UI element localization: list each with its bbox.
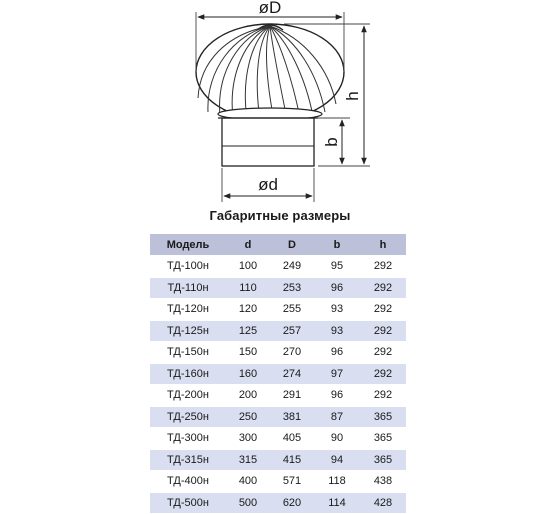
cell-model: ТД-250н (150, 406, 226, 428)
table-row (150, 342, 406, 364)
table-row (150, 277, 406, 299)
cell-d: 400 (226, 471, 270, 493)
table-row (150, 471, 406, 493)
table-row (150, 406, 406, 428)
cell-D: 620 (270, 492, 314, 514)
cell-h: 292 (360, 277, 406, 299)
cell-d: 300 (226, 428, 270, 450)
cell-d: 120 (226, 299, 270, 321)
cell-h: 292 (360, 320, 406, 342)
cell-d: 500 (226, 492, 270, 514)
turbine-head (196, 24, 344, 120)
cell-d: 125 (226, 320, 270, 342)
cell-model: ТД-100н (150, 256, 226, 278)
column-header-b: b (314, 234, 360, 256)
cell-D: 274 (270, 363, 314, 385)
table-row (150, 428, 406, 450)
cell-D: 255 (270, 299, 314, 321)
cell-model: ТД-300н (150, 428, 226, 450)
cell-model: ТД-400н (150, 471, 226, 493)
table-row (150, 492, 406, 514)
cell-D: 405 (270, 428, 314, 450)
cell-D: 381 (270, 406, 314, 428)
label-b: b (322, 137, 341, 147)
table-header-row (150, 234, 406, 256)
cell-D: 253 (270, 277, 314, 299)
turbine-deflector-drawing (0, 0, 560, 210)
column-header-d: d (226, 234, 270, 256)
table-row (150, 299, 406, 321)
cell-d: 160 (226, 363, 270, 385)
cell-model: ТД-500н (150, 492, 226, 514)
cell-D: 415 (270, 449, 314, 471)
cell-model: ТД-120н (150, 299, 226, 321)
cell-d: 315 (226, 449, 270, 471)
cell-b: 90 (314, 428, 360, 450)
table-row (150, 363, 406, 385)
cell-d: 200 (226, 385, 270, 407)
cell-model: ТД-315н (150, 449, 226, 471)
cell-d: 150 (226, 342, 270, 364)
cell-b: 97 (314, 363, 360, 385)
cell-D: 571 (270, 471, 314, 493)
cell-h: 292 (360, 256, 406, 278)
cell-model: ТД-160н (150, 363, 226, 385)
cell-b: 93 (314, 320, 360, 342)
cell-h: 365 (360, 406, 406, 428)
cell-model: ТД-200н (150, 385, 226, 407)
cell-model: ТД-125н (150, 320, 226, 342)
cell-b: 118 (314, 471, 360, 493)
cell-D: 249 (270, 256, 314, 278)
cell-d: 100 (226, 256, 270, 278)
column-header-model: Модель (150, 234, 226, 256)
table-row (150, 385, 406, 407)
cell-model: ТД-150н (150, 342, 226, 364)
cell-h: 438 (360, 471, 406, 493)
cell-h: 292 (360, 299, 406, 321)
column-header-h: h (360, 234, 406, 256)
cell-b: 96 (314, 277, 360, 299)
column-header-D: D (270, 234, 314, 256)
section-title: Габаритные размеры (209, 208, 351, 223)
cell-b: 93 (314, 299, 360, 321)
cell-model: ТД-110н (150, 277, 226, 299)
cell-h: 292 (360, 385, 406, 407)
label-h: h (343, 91, 362, 101)
cell-b: 114 (314, 492, 360, 514)
dimensions-table (150, 234, 406, 514)
table-row (150, 449, 406, 471)
cell-d: 250 (226, 406, 270, 428)
cell-b: 96 (314, 342, 360, 364)
cell-b: 95 (314, 256, 360, 278)
table-row (150, 320, 406, 342)
table-row (150, 256, 406, 278)
cell-h: 292 (360, 342, 406, 364)
cell-h: 365 (360, 428, 406, 450)
cell-d: 110 (226, 277, 270, 299)
pipe-body (218, 118, 318, 166)
cell-b: 87 (314, 406, 360, 428)
cell-b: 96 (314, 385, 360, 407)
cell-D: 257 (270, 320, 314, 342)
label-d: ød (258, 175, 278, 194)
cell-D: 270 (270, 342, 314, 364)
cell-D: 291 (270, 385, 314, 407)
cell-h: 292 (360, 363, 406, 385)
cell-h: 428 (360, 492, 406, 514)
cell-b: 94 (314, 449, 360, 471)
label-D: øD (258, 0, 282, 17)
cell-h: 365 (360, 449, 406, 471)
table-body (150, 256, 406, 514)
